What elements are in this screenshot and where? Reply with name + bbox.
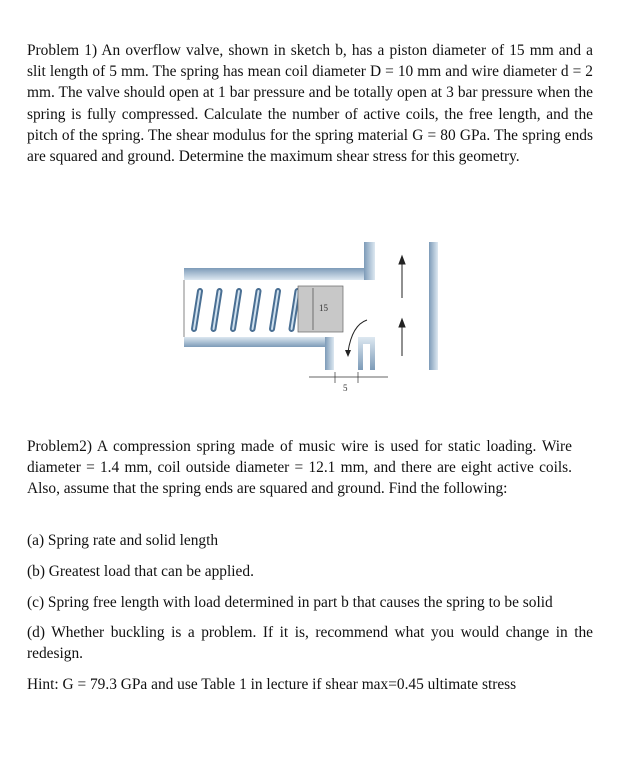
piston-diameter-label: 15 bbox=[319, 303, 328, 313]
item-d: (d) Whether buckling is a problem. If it is, recommend what you would change in the redesign. bbox=[27, 624, 593, 663]
slit-dimension bbox=[309, 372, 388, 383]
flow-arrows-up bbox=[399, 256, 405, 356]
item-a: (a) Spring rate and solid length bbox=[27, 532, 219, 549]
problem-1-text: Problem 1) An overflow valve, shown in sketch b, has a piston diameter of 15 mm and a slit length of 5 mm. The spring has mean coil diameter D = 10 mm and wire diameter d = 2 mm. The valve should open at 1 bar pressure and be totally open at 3 bar pressure when the spring is fully compressed. Calculate the number of active coils, the free length, and the pitch of the spring. The shear modulus for the spring material G = 80 GPa. The spring ends are squared and ground. Determine the maximum shear stress for this geometry. bbox=[27, 42, 593, 166]
spring bbox=[184, 280, 298, 337]
item-b: (b) Greatest load that can be applied. bbox=[27, 563, 254, 580]
hint: Hint: G = 79.3 GPa and use Table 1 in lecture if shear max=0.45 ultimate stress bbox=[27, 676, 517, 693]
item-c: (c) Spring free length with load determined in part b that causes the spring to be solid bbox=[27, 594, 553, 611]
slit-length-label: 5 bbox=[343, 383, 348, 393]
problem-2-text: Problem2) A compression spring made of music wire is used for static loading. Wire diameter = 1.4 mm, coil outside diameter = 12.1 mm, and there are eight active coils. Also, assume that the spring ends are squared and ground. Find the following: bbox=[27, 438, 572, 498]
